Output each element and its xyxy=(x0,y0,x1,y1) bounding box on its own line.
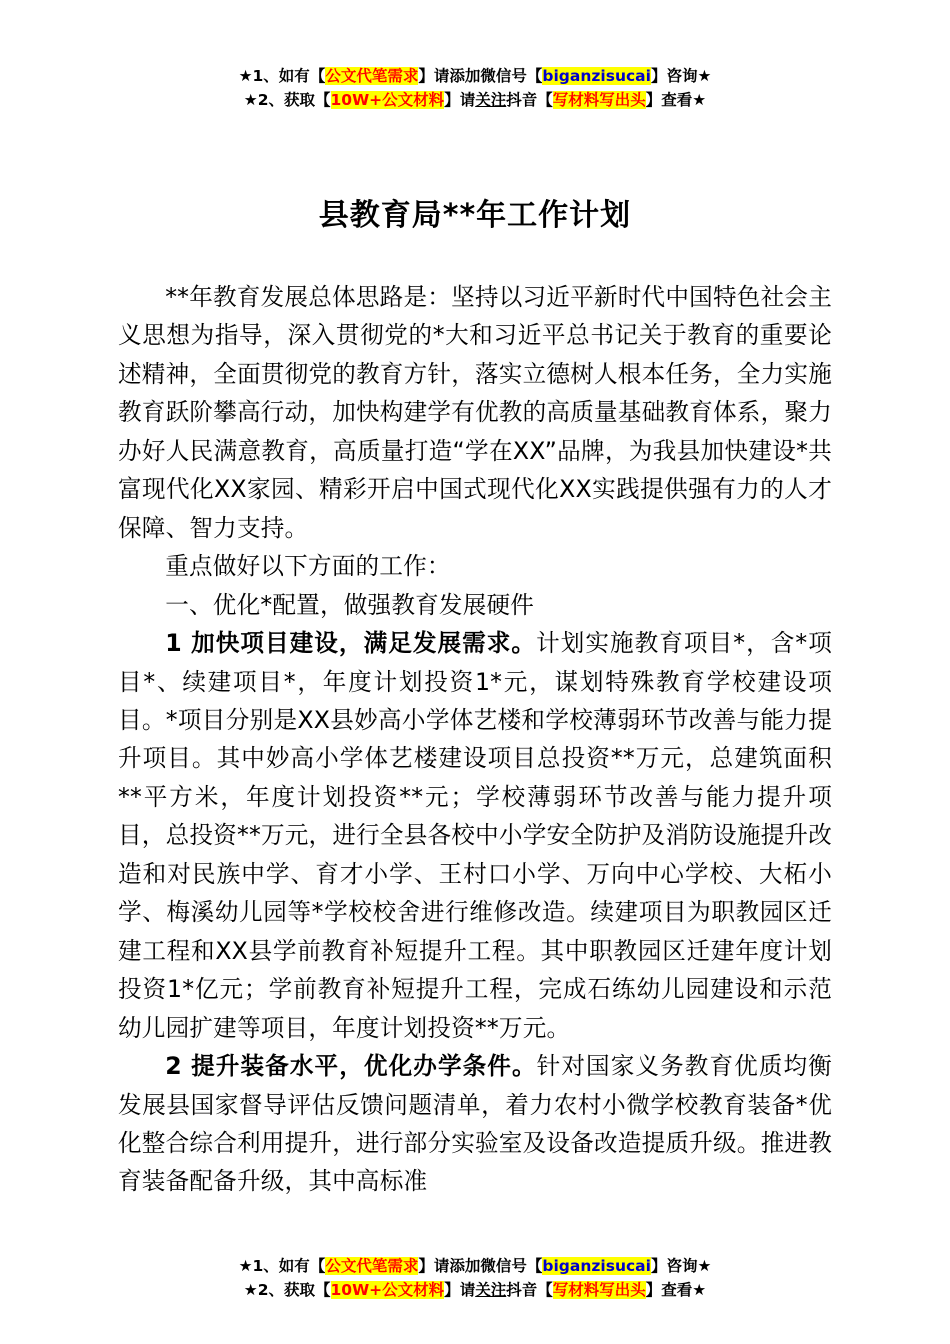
promo-text-2b-app: 抖音 xyxy=(506,91,538,110)
bracket-close-3a: 】 xyxy=(418,1256,434,1275)
item-2-text: 针对国家义务教育优质均衡发展县国家督导评估反馈问题清单，着力农村小微学校教育装备*优化整合综合利用提升，进行部分实验室及设备改造提质升级。推进教育装备配备升级，其中高标准 xyxy=(118,1052,832,1196)
star-left-4: ★ xyxy=(243,1280,258,1299)
promo-highlight-4a: 10W+公文材料 xyxy=(330,1280,445,1299)
promo-highlight-3a: 公文代笔需求 xyxy=(325,1256,419,1275)
promo-text-2a: 2、获取 xyxy=(257,91,315,110)
bracket-close-3b: 】 xyxy=(650,1256,667,1275)
bracket-open-2a: 【 xyxy=(315,91,331,110)
bracket-close-4a: 】 xyxy=(444,1280,460,1299)
item-1-text: 计划实施教育项目*，含*项目*、续建项目*，年度计划投资1*元，谋划特殊教育学校建设项目。*项目分别是XX县妙高小学体艺楼和学校薄弱环节改善与能力提升项目。其中妙高小学体艺楼建设项目总投资**万元，总建筑面积**平方米，年度计划投资**元；学校薄弱环节改善与能力提升项目，总投资**万元，进行全县各校中小学安全防护及消防设施提升改造和对民族中学、育才小学、王村口小学、万向中心学校、大柘小学、梅溪幼儿园等*学校校舍进行维修改造。续建项目为职教园区迁建工程和XX县学前教育补短提升工程。其中职教园区迁建年度计划投资1*亿元；学前教育补短提升工程，完成石练幼儿园建设和示范幼儿园扩建等项目，年度计划投资**万元。 xyxy=(118,629,833,1042)
bracket-open-3b: 【 xyxy=(526,1256,543,1275)
promo-douyin-name-2: 写材料写出头 xyxy=(552,91,646,110)
star-right-3: ★ xyxy=(697,1256,712,1275)
promo-banner-bottom xyxy=(0,1254,950,1302)
paragraph-section-one: 一、优化*配置，做强教育发展硬件 xyxy=(165,590,535,619)
item-2-heading: 2 提升装备水平，优化办学条件。 xyxy=(165,1052,537,1081)
bracket-close-2b: 】 xyxy=(645,91,662,110)
promo-banner-top xyxy=(118,64,832,112)
promo-text-1a: 1、如有 xyxy=(252,67,310,85)
bracket-close-4b: 】 xyxy=(645,1280,662,1299)
promo-text-4b: 请 xyxy=(459,1280,476,1299)
bracket-close-1a: 】 xyxy=(418,67,434,85)
promo-text-4b-follow: 关注 xyxy=(475,1280,507,1299)
promo-line-4 xyxy=(0,1278,950,1302)
promo-text-4c: 查看 xyxy=(661,1280,693,1299)
promo-text-4a: 2、获取 xyxy=(257,1280,315,1299)
bracket-close-1b: 】 xyxy=(650,67,667,85)
promo-line-3 xyxy=(0,1254,950,1278)
promo-line-1 xyxy=(118,64,832,88)
promo-text-3a: 1、如有 xyxy=(252,1256,310,1275)
star-left-3: ★ xyxy=(238,1256,253,1275)
bracket-close-2a: 】 xyxy=(444,91,460,110)
star-right-1: ★ xyxy=(697,67,712,85)
bracket-open-4a: 【 xyxy=(315,1280,331,1299)
bracket-open-1a: 【 xyxy=(309,67,326,85)
bracket-open-2b: 【 xyxy=(537,91,553,110)
promo-text-2c: 查看 xyxy=(661,91,693,110)
star-right-4: ★ xyxy=(692,1280,707,1299)
star-left-1: ★ xyxy=(238,67,253,85)
promo-line-2 xyxy=(118,88,832,112)
paragraph-item-2 xyxy=(118,1047,832,1201)
promo-highlight-2a: 10W+公文材料 xyxy=(330,91,445,110)
paragraph-item-1 xyxy=(118,624,832,1047)
promo-text-2b: 请 xyxy=(459,91,476,110)
promo-text-1c: 咨询 xyxy=(666,67,698,85)
promo-wechat-id-3: biganzisucai xyxy=(542,1256,651,1275)
promo-wechat-id-1: biganzisucai xyxy=(542,67,651,85)
star-right-2: ★ xyxy=(692,91,707,110)
paragraph-lead-in: 重点做好以下方面的工作： xyxy=(165,552,451,581)
star-left-2: ★ xyxy=(243,91,258,110)
bracket-open-3a: 【 xyxy=(309,1256,326,1275)
promo-douyin-name-4: 写材料写出头 xyxy=(552,1280,646,1299)
promo-text-1b: 请添加微信号 xyxy=(433,67,527,85)
item-1-heading: 1 加快项目建设，满足发展需求。 xyxy=(165,629,537,658)
page-title: 县教育局**年工作计划 xyxy=(318,198,632,234)
promo-text-3b: 请添加微信号 xyxy=(433,1256,527,1275)
document-body xyxy=(118,278,832,1201)
bracket-open-1b: 【 xyxy=(526,67,543,85)
bracket-open-4b: 【 xyxy=(537,1280,553,1299)
promo-text-4b-app: 抖音 xyxy=(506,1280,538,1299)
promo-text-3c: 咨询 xyxy=(666,1256,698,1275)
promo-highlight-1a: 公文代笔需求 xyxy=(325,67,419,85)
promo-text-2b-follow: 关注 xyxy=(475,91,507,110)
paragraph-overview: **年教育发展总体思路是：坚持以习近平新时代中国特色社会主义思想为指导，深入贯彻党的*大和习近平总书记关于教育的重要论述精神，全面贯彻党的教育方针，落实立德树人根本任务，全力实施教育跃阶攀高行动，加快构建学有优教的高质量基础教育体系，聚力办好人民满意教育，高质量打造“学在XX”品牌，为我县加快建设*共富现代化XX家园、精彩开启中国式现代化XX实践提供强有力的人才保障、智力支持。 xyxy=(118,283,832,542)
